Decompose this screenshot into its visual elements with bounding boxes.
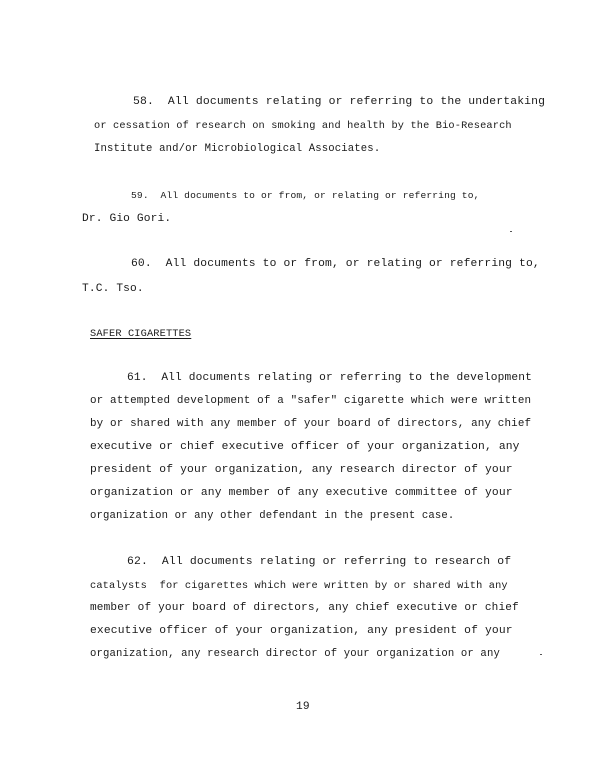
paragraph-62-line-3: member of your board of directors, any chief executive or chief bbox=[90, 602, 519, 614]
paragraph-61-line-1: 61. All documents relating or referring to the development bbox=[127, 372, 532, 384]
paragraph-62-line-2: catalysts for cigarettes which were written by or shared with any bbox=[90, 580, 508, 592]
paragraph-61-line-6: organization or any member of any executive committee of your bbox=[90, 487, 513, 499]
paragraph-61-line-5: president of your organization, any research director of your bbox=[90, 464, 513, 476]
section-heading-safer-cigarettes: SAFER CIGARETTES bbox=[90, 328, 192, 340]
paragraph-61-line-3: by or shared with any member of your board of directors, any chief bbox=[90, 418, 532, 430]
paragraph-60-line-1: 60. All documents to or from, or relating or referring to, bbox=[131, 258, 540, 270]
paragraph-62-line-5: organization, any research director of your organization or any bbox=[90, 648, 500, 660]
paragraph-58-line-2: or cessation of research on smoking and health by the Bio-Research bbox=[94, 120, 512, 132]
paragraph-62-line-1: 62. All documents relating or referring to research of bbox=[127, 556, 512, 568]
scan-speck bbox=[540, 654, 542, 655]
paragraph-59-line-1: 59. All documents to or from, or relating or referring to, bbox=[131, 190, 480, 201]
paragraph-62-line-4: executive officer of your organization, any president of your bbox=[90, 625, 513, 637]
paragraph-58-line-1: 58. All documents relating or referring to the undertaking bbox=[133, 96, 546, 108]
paragraph-59-line-2: Dr. Gio Gori. bbox=[82, 213, 172, 225]
paragraph-61-line-2: or attempted development of a "safer" cigarette which were written bbox=[90, 395, 532, 407]
page-number: 19 bbox=[296, 701, 310, 713]
paragraph-61-line-7: organization or any other defendant in the present case. bbox=[90, 510, 455, 522]
paragraph-58-line-3: Institute and/or Microbiological Associates. bbox=[94, 143, 381, 155]
paragraph-60-line-2: T.C. Tso. bbox=[82, 283, 144, 295]
scan-speck bbox=[510, 231, 512, 232]
paragraph-61-line-4: executive or chief executive officer of your organization, any bbox=[90, 441, 520, 453]
